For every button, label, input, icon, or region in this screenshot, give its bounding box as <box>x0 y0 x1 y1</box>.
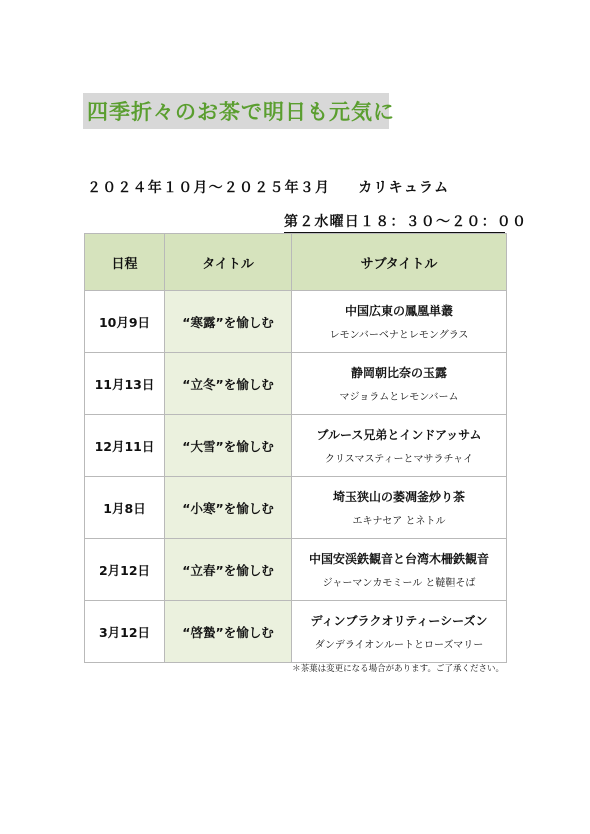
curriculum-label: カリキュラム <box>358 180 450 196</box>
row-date: 11月13日 <box>85 353 165 415</box>
row-date: 12月11日 <box>85 415 165 477</box>
table-row <box>85 601 507 663</box>
row-subtitle: ブルース兄弟とインドアッサム <box>316 428 482 442</box>
row-subtitle: 埼玉狭山の萎凋釜炒り茶 <box>332 490 465 504</box>
table-row <box>85 291 507 353</box>
row-title: “寒露”を愉しむ <box>165 291 292 353</box>
row-herbs: レモンバーベナとレモングラス <box>329 330 469 341</box>
row-title: “啓蟄”を愉しむ <box>165 601 292 663</box>
row-subtitle-cell <box>292 291 507 353</box>
table-row <box>85 539 507 601</box>
row-herbs: エキナセア とネトル <box>352 516 446 527</box>
header-title: タイトル <box>165 234 292 291</box>
row-herbs: クリスマスティーとマサラチャイ <box>324 454 474 465</box>
period-line <box>87 177 449 197</box>
table-row <box>85 353 507 415</box>
curriculum-table <box>84 233 507 663</box>
row-subtitle-cell <box>292 353 507 415</box>
row-herbs: ダンデライオンルートとローズマリー <box>314 640 484 651</box>
table-row <box>85 415 507 477</box>
row-subtitle-cell <box>292 539 507 601</box>
row-subtitle-cell <box>292 477 507 539</box>
row-date: 3月12日 <box>85 601 165 663</box>
header-subtitle: サブタイトル <box>292 234 507 291</box>
row-title: “立冬”を愉しむ <box>165 353 292 415</box>
header-date: 日程 <box>85 234 165 291</box>
row-subtitle: ディンブラクオリティーシーズン <box>310 614 488 628</box>
row-subtitle-cell <box>292 415 507 477</box>
row-herbs: ジャーマンカモミール と韃靼そば <box>322 578 476 589</box>
row-subtitle-cell <box>292 601 507 663</box>
title-banner <box>83 93 395 129</box>
schedule-time: 第２水曜日１８：３０〜２０：００ <box>284 211 505 233</box>
row-herbs: マジョラムとレモンバーム <box>339 392 459 403</box>
row-title: “大雪”を愉しむ <box>165 415 292 477</box>
row-title: “立春”を愉しむ <box>165 539 292 601</box>
period-dates: ２０２４年１０月〜２０２５年３月 <box>87 180 331 196</box>
footnote: ＊茶葉は変更になる場合があります。ご了承ください。 <box>292 664 504 674</box>
row-subtitle: 中国広東の鳳凰単叢 <box>344 304 453 318</box>
row-title: “小寒”を愉しむ <box>165 477 292 539</box>
table-header-row <box>85 234 507 291</box>
row-date: 2月12日 <box>85 539 165 601</box>
row-date: 1月8日 <box>85 477 165 539</box>
table-row <box>85 477 507 539</box>
row-subtitle: 中国安渓鉄観音と台湾木柵鉄観音 <box>308 552 489 566</box>
row-date: 10月9日 <box>85 291 165 353</box>
row-subtitle: 静岡朝比奈の玉露 <box>350 366 447 380</box>
page-title: 四季折々のお茶で明日も元気に <box>87 100 395 124</box>
